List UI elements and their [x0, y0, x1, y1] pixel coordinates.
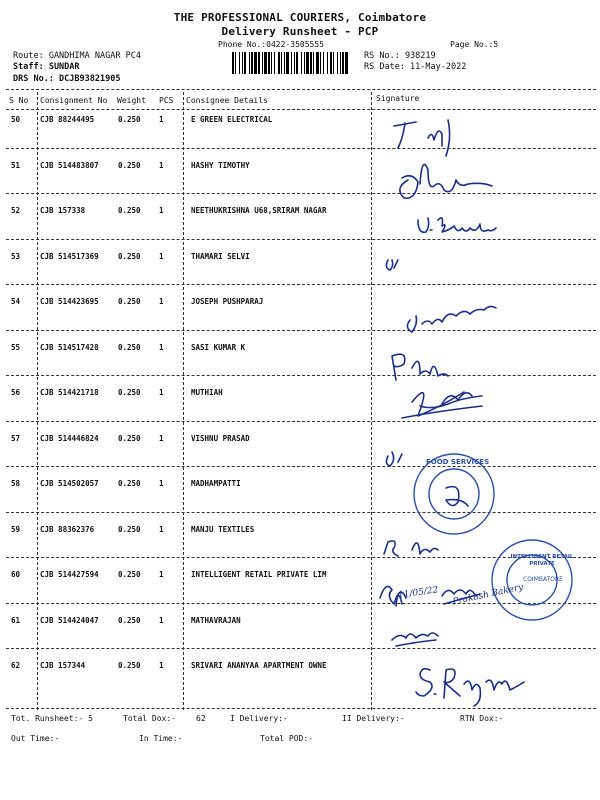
- page-number: Page No.:5: [450, 40, 499, 49]
- signature-row-53: [386, 260, 398, 270]
- document-title: Delivery Runsheet - PCP: [221, 25, 379, 38]
- row-consignee: NEETHUKRISHNA U68,SRIRAM NAGAR: [191, 206, 327, 215]
- row-pcs: 1: [159, 343, 164, 352]
- row-weight: 0.250: [118, 388, 141, 397]
- handwritten-date: 11/05/22: [397, 585, 439, 601]
- in-time: In Time:-: [139, 734, 183, 743]
- row-consignee: JOSEPH PUSHPARAJ: [191, 297, 264, 306]
- total-dox-label: Total Dox:-: [123, 714, 176, 723]
- row-consignment: CJB 514483807: [40, 161, 99, 170]
- signature-row-50: [394, 120, 450, 156]
- total-pod: Total POD:-: [260, 734, 313, 743]
- food-services-stamp: [414, 454, 494, 534]
- row-weight: 0.250: [118, 161, 141, 170]
- row-consignment: CJB 157338: [40, 206, 86, 215]
- rs-number: RS No.: 938219: [364, 51, 436, 61]
- retail-stamp-text: INTELLIGENT RETAIL PRIVATE: [510, 554, 574, 567]
- food-services-stamp-text: FOOD SERVICES: [426, 458, 490, 466]
- signature-row-52: [418, 218, 496, 232]
- i-delivery: I Delivery:-: [230, 714, 288, 723]
- col-pcs: PCS: [159, 96, 174, 105]
- row-weight: 0.250: [118, 206, 141, 215]
- column-divider: [183, 92, 184, 710]
- footer-rule: [6, 708, 596, 709]
- retail-stamp-city: COIMBATORE: [523, 576, 563, 583]
- row-consignee: MANJU TEXTILES: [191, 525, 255, 534]
- row-consignment: CJB 157344: [40, 661, 86, 670]
- row-sno: 54: [11, 297, 21, 306]
- row-pcs: 1: [159, 661, 164, 670]
- row-consignee: MATHAVRAJAN: [191, 616, 241, 625]
- header-top-rule: [6, 89, 596, 90]
- row-weight: 0.250: [118, 343, 141, 352]
- row-sno: 60: [11, 570, 21, 579]
- row-consignee: HASHY TIMOTHY: [191, 161, 250, 170]
- signature-row-58: [446, 487, 468, 506]
- row-sno: 58: [11, 479, 21, 488]
- handwritten-name: Prakash Bakery: [451, 582, 525, 608]
- col-consignment: Consignment No: [40, 96, 108, 105]
- company-title: THE PROFESSIONAL COURIERS, Coimbatore: [173, 11, 427, 24]
- signature-column: [372, 110, 598, 710]
- row-consignee: MADHAMPATTI: [191, 479, 241, 488]
- row-weight: 0.250: [118, 297, 141, 306]
- col-consignee: Consignee Details: [186, 96, 268, 105]
- out-time: Out Time:-: [11, 734, 60, 743]
- row-consignment: CJB 514424047: [40, 616, 99, 625]
- row-weight: 0.250: [118, 479, 141, 488]
- row-sno: 50: [11, 115, 21, 124]
- row-sno: 55: [11, 343, 21, 352]
- row-consignee: E GREEN ELECTRICAL: [191, 115, 273, 124]
- row-weight: 0.250: [118, 434, 141, 443]
- row-consignment: CJB 514446824: [40, 434, 99, 443]
- signature-row-55: [392, 354, 448, 380]
- row-consignee: THAMARI SELVI: [191, 252, 250, 261]
- column-divider: [37, 92, 38, 710]
- row-sno: 57: [11, 434, 21, 443]
- phone-number: Phone No.:0422-3505555: [218, 40, 324, 49]
- row-consignment: CJB 514517369: [40, 252, 99, 261]
- row-consignment: CJB 514427594: [40, 570, 99, 579]
- signature-row-51: [400, 164, 492, 198]
- row-consignee: INTELLIGENT RETAIL PRIVATE LIM: [191, 570, 327, 579]
- signature-row-54: [407, 306, 496, 332]
- row-pcs: 1: [159, 388, 164, 397]
- row-sno: 62: [11, 661, 21, 670]
- signature-row-57: [386, 452, 402, 466]
- tot-runsheet: Tot. Runsheet:- 5: [11, 714, 93, 723]
- row-pcs: 1: [159, 161, 164, 170]
- row-pcs: 1: [159, 616, 164, 625]
- row-pcs: 1: [159, 434, 164, 443]
- row-pcs: 1: [159, 525, 164, 534]
- row-consignment: CJB 88362376: [40, 525, 95, 534]
- row-consignee: SASI KUMAR K: [191, 343, 246, 352]
- drs-number: DRS No.: DCJB93821905: [13, 74, 121, 84]
- signature-row-62: [416, 669, 524, 706]
- row-consignee: SRIVARI ANANYAA APARTMENT OWNE: [191, 661, 327, 670]
- signature-row-59: [384, 541, 438, 556]
- row-pcs: 1: [159, 206, 164, 215]
- row-weight: 0.250: [118, 570, 141, 579]
- row-pcs: 1: [159, 570, 164, 579]
- row-weight: 0.250: [118, 115, 141, 124]
- barcode: [232, 52, 350, 74]
- total-dox-value: 62: [196, 714, 206, 723]
- row-sno: 53: [11, 252, 21, 261]
- row-pcs: 1: [159, 297, 164, 306]
- row-sno: 56: [11, 388, 21, 397]
- route: Route: GANDHIMA NAGAR PC4: [13, 51, 141, 61]
- row-consignee: VISHNU PRASAD: [191, 434, 250, 443]
- row-consignment: CJB 514517428: [40, 343, 99, 352]
- rtn-dox: RTN Dox:-: [460, 714, 504, 723]
- row-weight: 0.250: [118, 661, 141, 670]
- row-consignment: CJB 88244495: [40, 115, 95, 124]
- row-sno: 51: [11, 161, 21, 170]
- row-consignee: MUTHIAH: [191, 388, 223, 397]
- signature-row-61: [392, 633, 438, 646]
- col-signature: Signature: [376, 94, 420, 103]
- row-consignment: CJB 514423695: [40, 297, 99, 306]
- row-sno: 52: [11, 206, 21, 215]
- row-consignment: CJB 514421718: [40, 388, 99, 397]
- staff: Staff: SUNDAR: [13, 62, 80, 72]
- row-consignment: CJB 514502057: [40, 479, 99, 488]
- ii-delivery: II Delivery:-: [342, 714, 405, 723]
- row-sno: 59: [11, 525, 21, 534]
- col-weight: Weight: [117, 96, 146, 105]
- col-sno: S No: [9, 96, 29, 105]
- row-weight: 0.250: [118, 616, 141, 625]
- row-pcs: 1: [159, 479, 164, 488]
- row-weight: 0.250: [118, 525, 141, 534]
- rs-date: RS Date: 11-May-2022: [364, 62, 467, 72]
- signature-row-56: [402, 392, 482, 418]
- row-weight: 0.250: [118, 252, 141, 261]
- row-pcs: 1: [159, 252, 164, 261]
- row-pcs: 1: [159, 115, 164, 124]
- row-sno: 61: [11, 616, 21, 625]
